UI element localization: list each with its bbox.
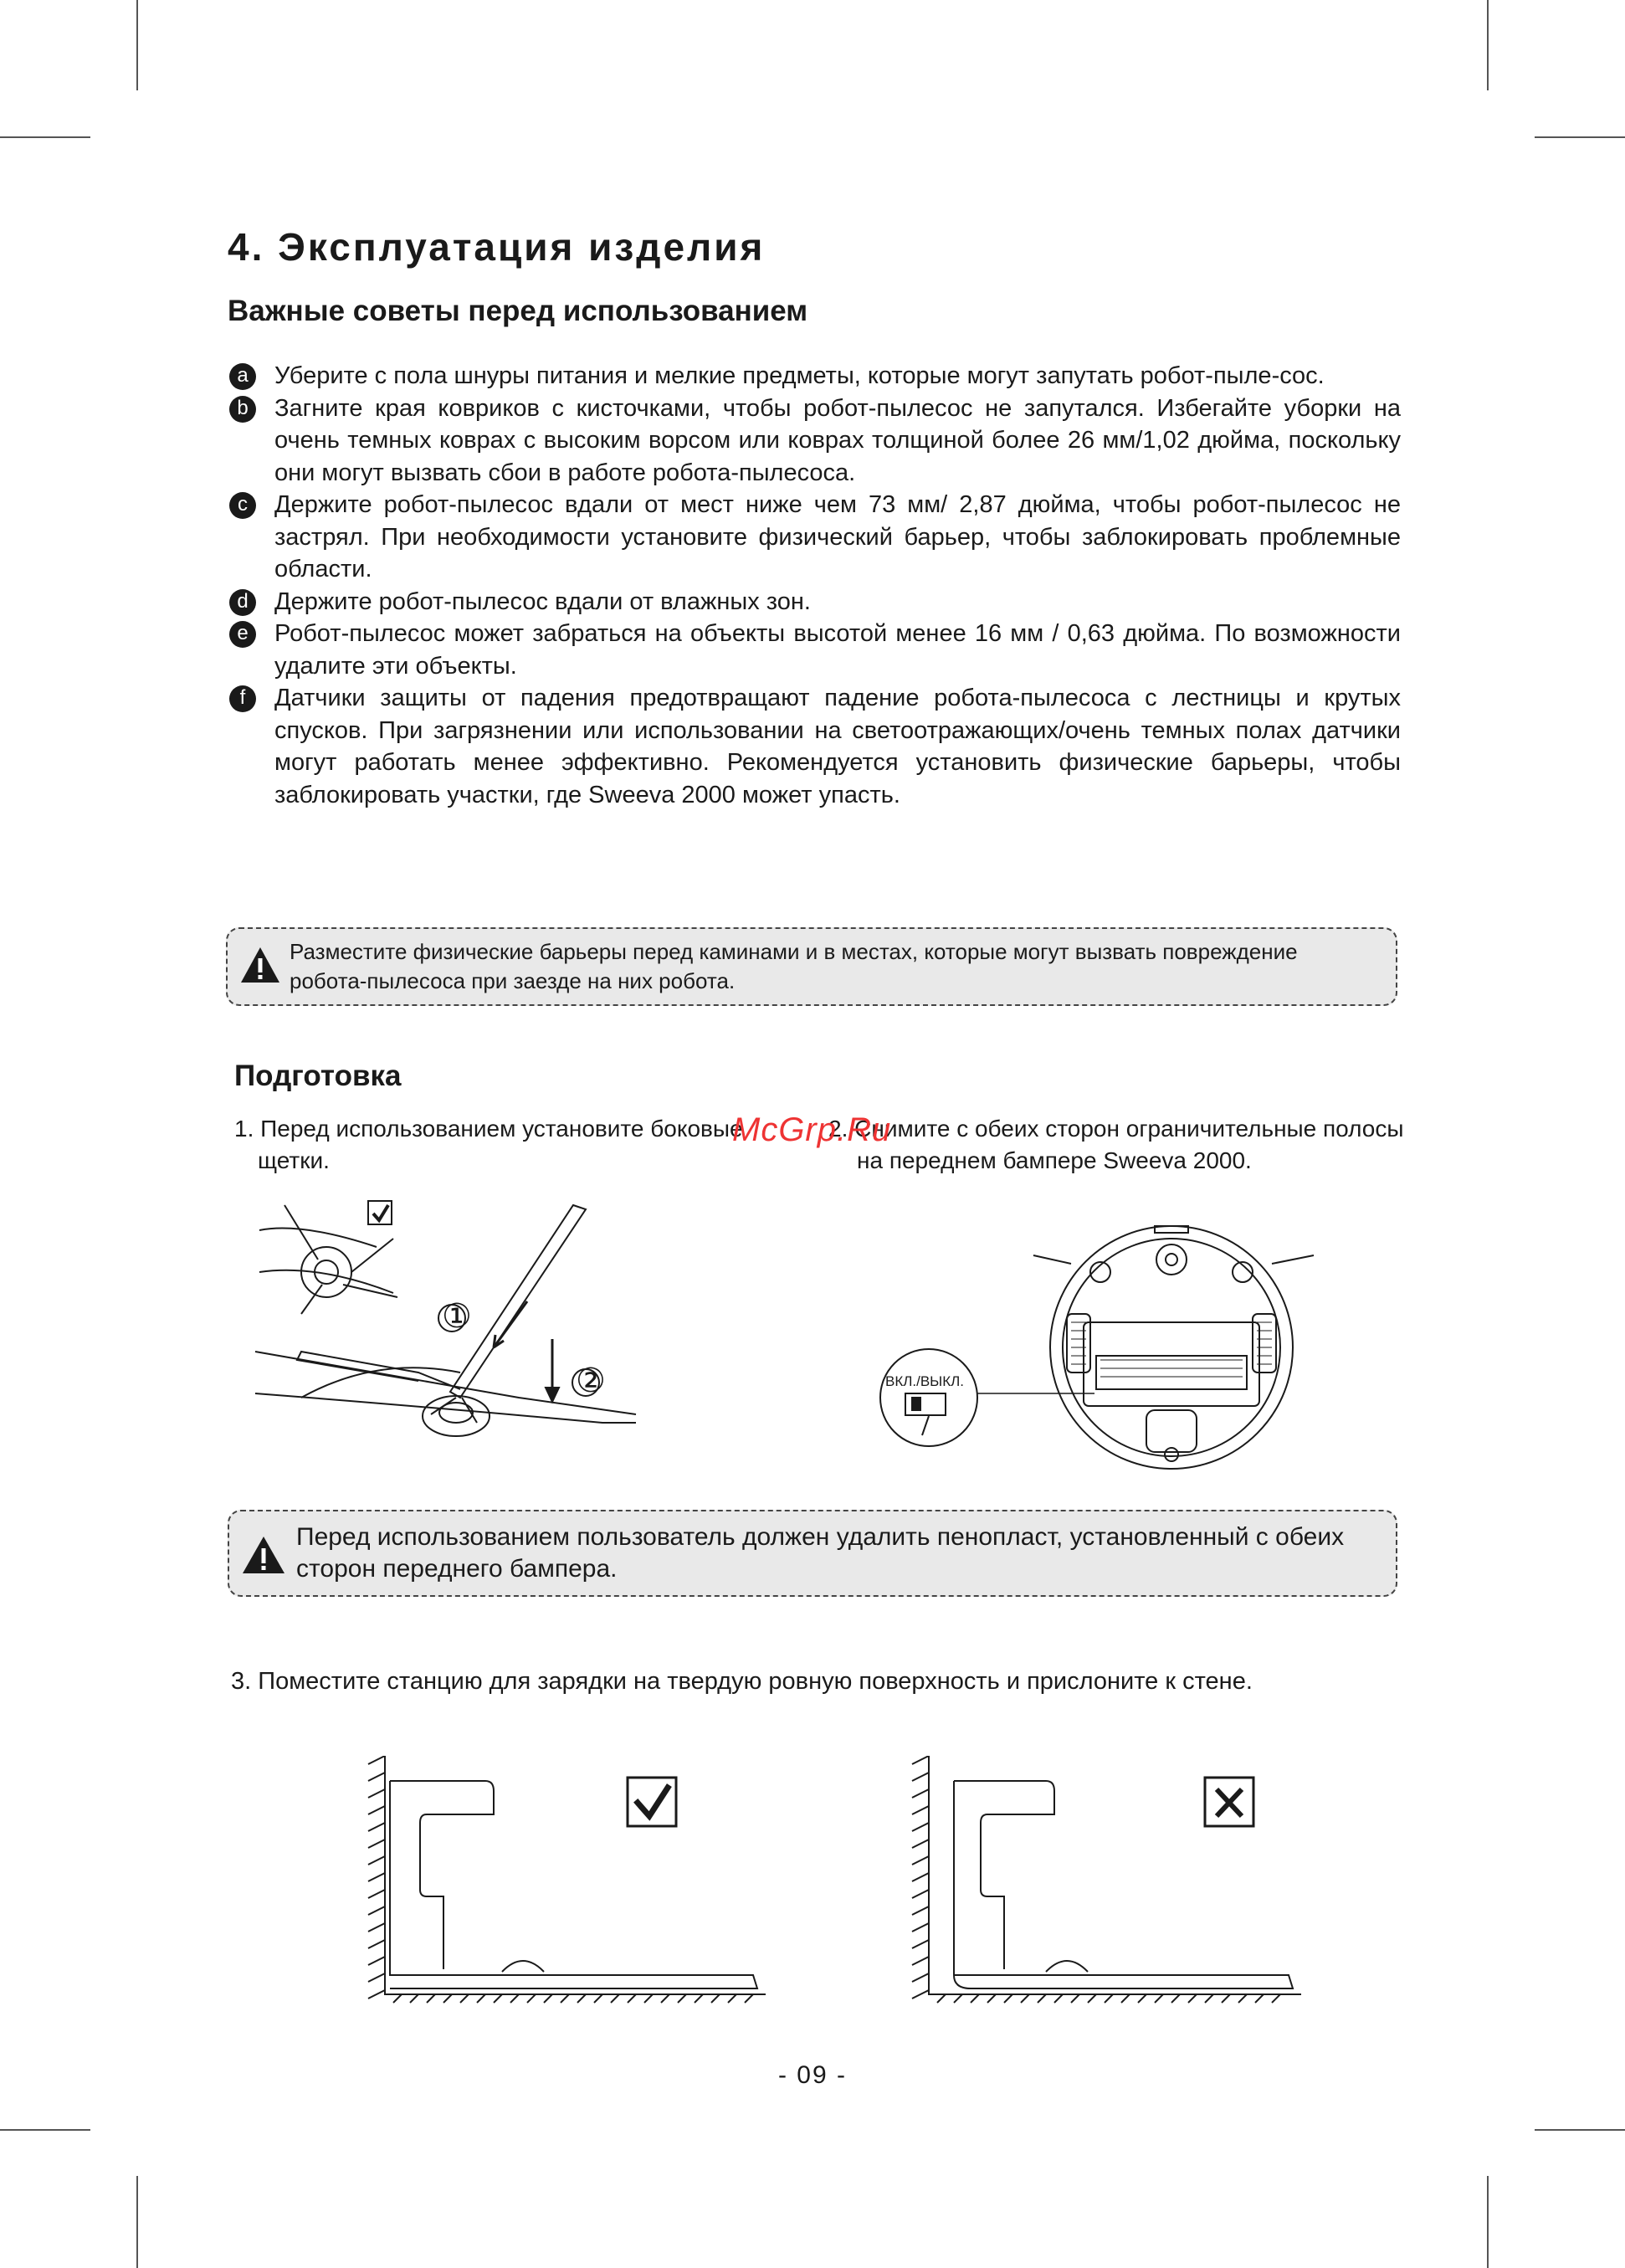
section-title: 4. Эксплуатация изделия <box>228 225 766 269</box>
tip-text: Датчики защиты от падения предотвращают падение робота-пылесоса с лестницы и крутых спусков. При загрязнении или использовании на светоотражающих/очень темных полах датчики могут работать менее эффективно. Рекомендуется установить физические барьеры, чтобы заблокировать участки, где Sweeva 2000 может упасть. <box>274 685 1401 808</box>
bullet-marker: a <box>229 363 256 390</box>
crop-mark <box>1535 136 1625 138</box>
tip-text: Уберите с пола шнуры питания и мелкие предметы, которые могут запутать робот-пыле-сос. <box>274 362 1325 389</box>
tip-text: Держите робот-пылесос вдали от мест ниже чем 73 мм/ 2,87 дюйма, чтобы робот-пылесос не застрял. При необходимости установите физический барьер, чтобы заблокировать проблемные области. <box>274 491 1401 582</box>
warning-icon <box>241 1535 286 1575</box>
warning-box <box>228 1510 1397 1597</box>
crop-mark <box>136 0 138 90</box>
warning-icon <box>239 946 281 984</box>
subsection-prep-title: Подготовка <box>234 1060 402 1092</box>
list-item <box>229 682 1401 811</box>
switch-label: ВКЛ./ВЫКЛ. <box>885 1373 965 1389</box>
list-item <box>229 586 1401 618</box>
crop-mark <box>1487 0 1489 90</box>
bullet-marker: d <box>229 589 256 616</box>
list-item <box>229 360 1401 393</box>
crop-mark <box>0 136 90 138</box>
callout-1: ① <box>442 1297 472 1336</box>
step-1: 1. Перед использованием установите боковые щетки. <box>234 1116 743 1173</box>
tip-text: Держите робот-пылесос вдали от влажных зон. <box>274 588 811 615</box>
step-3: 3. Поместите станцию для зарядки на твердую ровную поверхность и прислоните к стене. <box>231 1668 1253 1695</box>
crop-mark <box>1487 2176 1489 2268</box>
station-incorrect-illustration <box>904 1756 1305 2007</box>
station-correct-illustration <box>360 1756 770 2007</box>
step-2: 2. Снимите с обеих сторон ограничительные полосы на переднем бампере Sweeva 2000. <box>828 1116 1404 1173</box>
page-number: - 09 - <box>777 2061 848 2089</box>
warning-box <box>226 927 1397 1006</box>
bullet-marker: f <box>229 685 256 712</box>
crop-mark <box>1535 2129 1625 2131</box>
callout-2: ② <box>576 1362 606 1400</box>
watermark: McGrp.Ru <box>732 1111 892 1148</box>
list-item <box>229 489 1401 586</box>
crop-mark <box>0 2129 90 2131</box>
warning-text: Разместите физические барьеры перед каминами и в местах, которые могут вызвать повреждение робота-пылесоса при заезде на них робота. <box>290 939 1298 993</box>
warning-text: Перед использованием пользователь должен удалить пенопласт, установленный с обеих сторон переднего бампера. <box>296 1523 1345 1583</box>
tip-text: Робот-пылесос может забраться на объекты высотой менее 16 мм / 0,63 дюйма. По возможности удалите эти объекты. <box>274 620 1401 680</box>
crop-mark <box>136 2176 138 2268</box>
list-item <box>229 618 1401 682</box>
bullet-marker: b <box>229 396 256 423</box>
robot-bottom-illustration <box>870 1222 1372 1481</box>
tips-list <box>229 360 1401 811</box>
subsection-tips-title: Важные советы перед использованием <box>228 295 808 327</box>
tip-text: Загните края ковриков с кисточками, чтобы робот-пылесос не запутался. Избегайте уборки на очень темных коврах с высоким ворсом или коврах толщиной более 26 мм/1,02 дюйма, поскольку они могут вызвать сбои в работе робота-пылесоса. <box>274 394 1401 486</box>
bullet-marker: c <box>229 492 256 519</box>
bullet-marker: e <box>229 621 256 648</box>
list-item <box>229 393 1401 490</box>
brush-install-illustration <box>251 1147 678 1465</box>
